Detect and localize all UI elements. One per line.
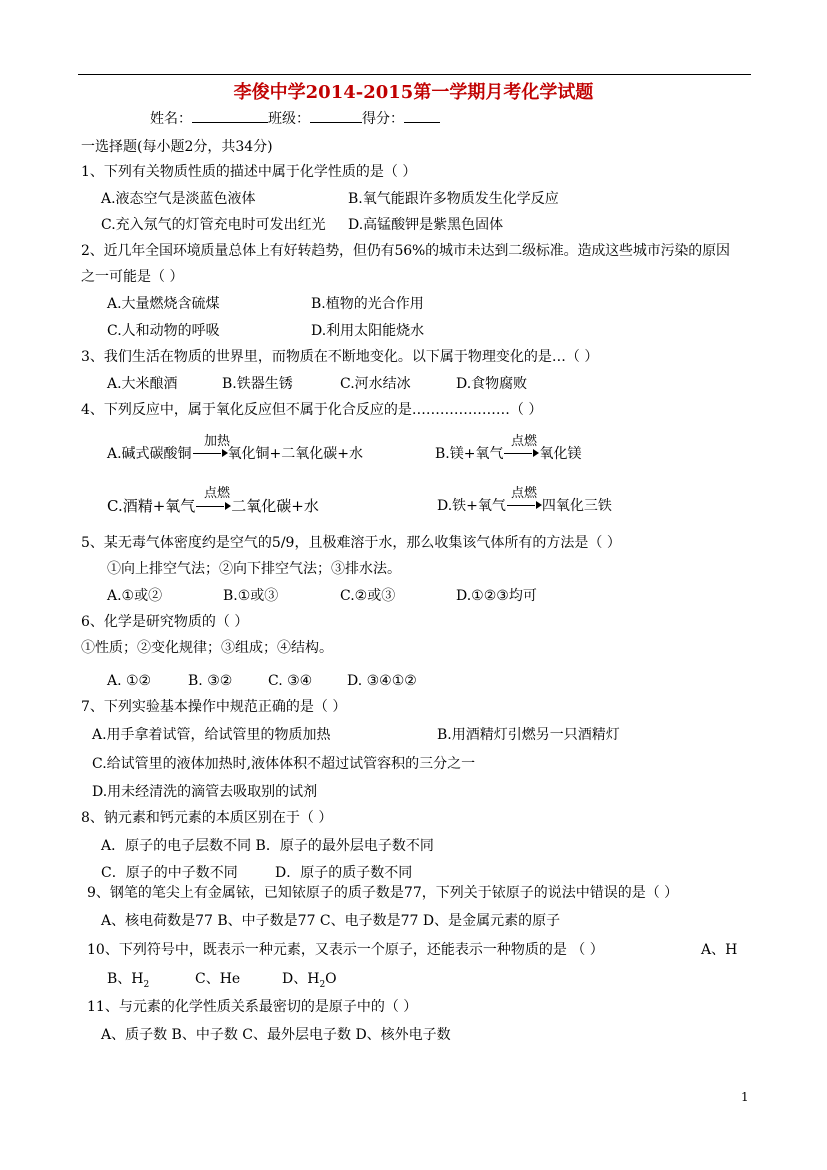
q7-option-b: B.用酒精灯引燃另一只酒精灯	[437, 727, 620, 743]
q10-stem: 10、下列符号中，既表示一种元素，又表示一个原子，还能表示一种物质的是 （ ）	[87, 942, 604, 958]
q10-d-subscript: 2	[319, 979, 326, 990]
reaction-arrow-icon	[222, 449, 228, 457]
score-blank	[404, 122, 440, 123]
q4-b-arrow-line	[504, 453, 532, 454]
q8-option-c: C．原子的中子数不同	[101, 865, 238, 881]
q2-stem-line2: 之一可能是（ ）	[81, 269, 184, 285]
q4-a-arrow-line	[193, 453, 221, 454]
q11-stem: 11、与元素的化学性质关系最密切的是原子中的（ ）	[87, 999, 418, 1015]
q8-stem: 8、钠元素和钙元素的本质区别在于（ ）	[81, 810, 333, 826]
q5-option-b: B.①或③	[223, 588, 279, 604]
q6-option-b: B. ③②	[188, 673, 233, 689]
q4-a-condition: 加热	[204, 434, 231, 449]
q5-stem: 5、某无毒气体密度约是空气的5/9，且极难溶于水，那么收集该气体所有的方法是（ ）	[81, 535, 621, 551]
q4-d-reactant: D.铁+氧气	[437, 498, 506, 514]
page-number: 1	[741, 1090, 749, 1104]
q10-b-subscript: 2	[143, 979, 150, 990]
reaction-arrow-icon	[533, 449, 539, 457]
q4-c-reactant: C.酒精+氧气	[107, 497, 196, 515]
q3-option-a: A.大米酿酒	[107, 376, 178, 392]
section-heading: 一选择题(每小题2分，共34分)	[81, 139, 273, 155]
q5-option-c: C.②或③	[340, 588, 396, 604]
info-line	[150, 111, 440, 128]
q6-items: ①性质；②变化规律；③组成；④结构。	[81, 640, 333, 656]
q6-stem: 6、化学是研究物质的（ ）	[81, 614, 249, 630]
q4-option-b	[435, 443, 581, 463]
q5-option-a: A.①或②	[107, 588, 163, 604]
score-label: 得分：	[362, 111, 404, 127]
q10-option-b	[107, 971, 149, 991]
q1-option-b: B.氧气能跟许多物质发生化学反应	[348, 191, 559, 207]
q4-d-condition: 点燃	[511, 486, 538, 501]
q4-option-c	[107, 495, 319, 516]
q4-a-reactant: A.碱式碳酸铜	[107, 446, 192, 462]
q6-option-c: C. ③④	[268, 673, 313, 689]
q7-stem: 7、下列实验基本操作中规范正确的是（ ）	[81, 699, 347, 715]
q9-stem: 9、钢笔的笔尖上有金属铱，已知铱原子的质子数是77，下列关于铱原子的说法中错误的是（ ）	[87, 885, 679, 901]
class-label: 班级：	[268, 111, 310, 127]
q3-option-d: D.食物腐败	[456, 376, 528, 392]
q8-option-d: D．原子的质子数不同	[275, 865, 413, 881]
q2-option-d: D.利用太阳能烧水	[311, 323, 425, 339]
q10-d-symbol-o: O	[325, 971, 337, 987]
q1-option-c: C.充入氖气的灯管充电时可发出红光	[101, 217, 326, 233]
q2-stem-line1: 2、近几年全国环境质量总体上有好转趋势，但仍有56%的城市未达到二级标准。造成这些城市污染的原因	[81, 243, 730, 259]
q7-option-d: D.用未经清洗的滴管去吸取别的试剂	[92, 784, 318, 800]
name-blank	[192, 122, 268, 123]
q10-b-symbol: B、H	[107, 971, 144, 987]
q4-b-product: 氧化镁	[539, 446, 582, 462]
q7-option-c: C.给试管里的液体加热时,液体体积不超过试管容积的三分之一	[92, 756, 476, 772]
q4-c-product: 二氧化碳+水	[231, 497, 319, 515]
reaction-arrow-icon	[536, 501, 542, 509]
q10-option-a: A、H	[701, 942, 738, 958]
q4-stem: 4、下列反应中，属于氧化反应但不属于化合反应的是…………………（ ）	[81, 402, 543, 418]
q3-stem: 3、我们生活在物质的世界里，而物质在不断地变化。以下属于物理变化的是…（ ）	[81, 349, 599, 365]
q8-options-ab: A．原子的电子层数不同 B．原子的最外层电子数不同	[101, 838, 434, 854]
q2-option-a: A.大量燃烧含硫煤	[107, 296, 220, 312]
q4-option-d	[437, 495, 612, 515]
class-blank	[310, 122, 362, 123]
q10-option-c: C、He	[195, 971, 241, 987]
q2-option-c: C.人和动物的呼吸	[107, 323, 220, 339]
q3-option-c: C.河水结冰	[340, 376, 411, 392]
q4-c-arrow-line	[196, 506, 224, 507]
q4-b-condition: 点燃	[511, 434, 538, 449]
header-rule	[78, 74, 751, 75]
q6-option-a: A. ①②	[107, 673, 152, 689]
q11-options: A、质子数 B、中子数 C、最外层电子数 D、核外电子数	[101, 1027, 451, 1043]
q5-option-d: D.①②③均可	[456, 588, 537, 604]
q1-option-a: A.液态空气是淡蓝色液体	[101, 191, 256, 207]
q2-option-b: B.植物的光合作用	[311, 296, 424, 312]
q4-a-product: 氧化铜+二氧化碳+水	[227, 446, 364, 462]
q3-option-b: B.铁器生锈	[222, 376, 293, 392]
q6-option-d: D. ③④①②	[347, 673, 417, 689]
q10-d-symbol: D、H	[282, 971, 320, 987]
q4-c-condition: 点燃	[204, 486, 231, 501]
q4-b-reactant: B.镁+氧气	[435, 446, 504, 462]
q9-options: A、核电荷数是77 B、中子数是77 C、电子数是77 D、是金属元素的原子	[101, 913, 561, 929]
q1-stem: 1、下列有关物质性质的描述中属于化学性质的是（ ）	[81, 164, 417, 180]
reaction-arrow-icon	[225, 502, 231, 510]
q7-option-a: A.用手拿着试管，给试管里的物质加热	[92, 727, 331, 743]
q1-option-d: D.高锰酸钾是紫黑色固体	[348, 217, 504, 233]
q4-d-product: 四氧化三铁	[541, 498, 612, 514]
q4-d-arrow-line	[507, 505, 535, 506]
q5-methods: ①向上排空气法；②向下排空气法；③排水法。	[107, 561, 401, 577]
q4-option-a	[107, 443, 363, 463]
q10-option-d	[282, 971, 337, 991]
name-label: 姓名：	[150, 111, 192, 127]
exam-title: 李俊中学2014-2015第一学期月考化学试题	[233, 82, 594, 103]
